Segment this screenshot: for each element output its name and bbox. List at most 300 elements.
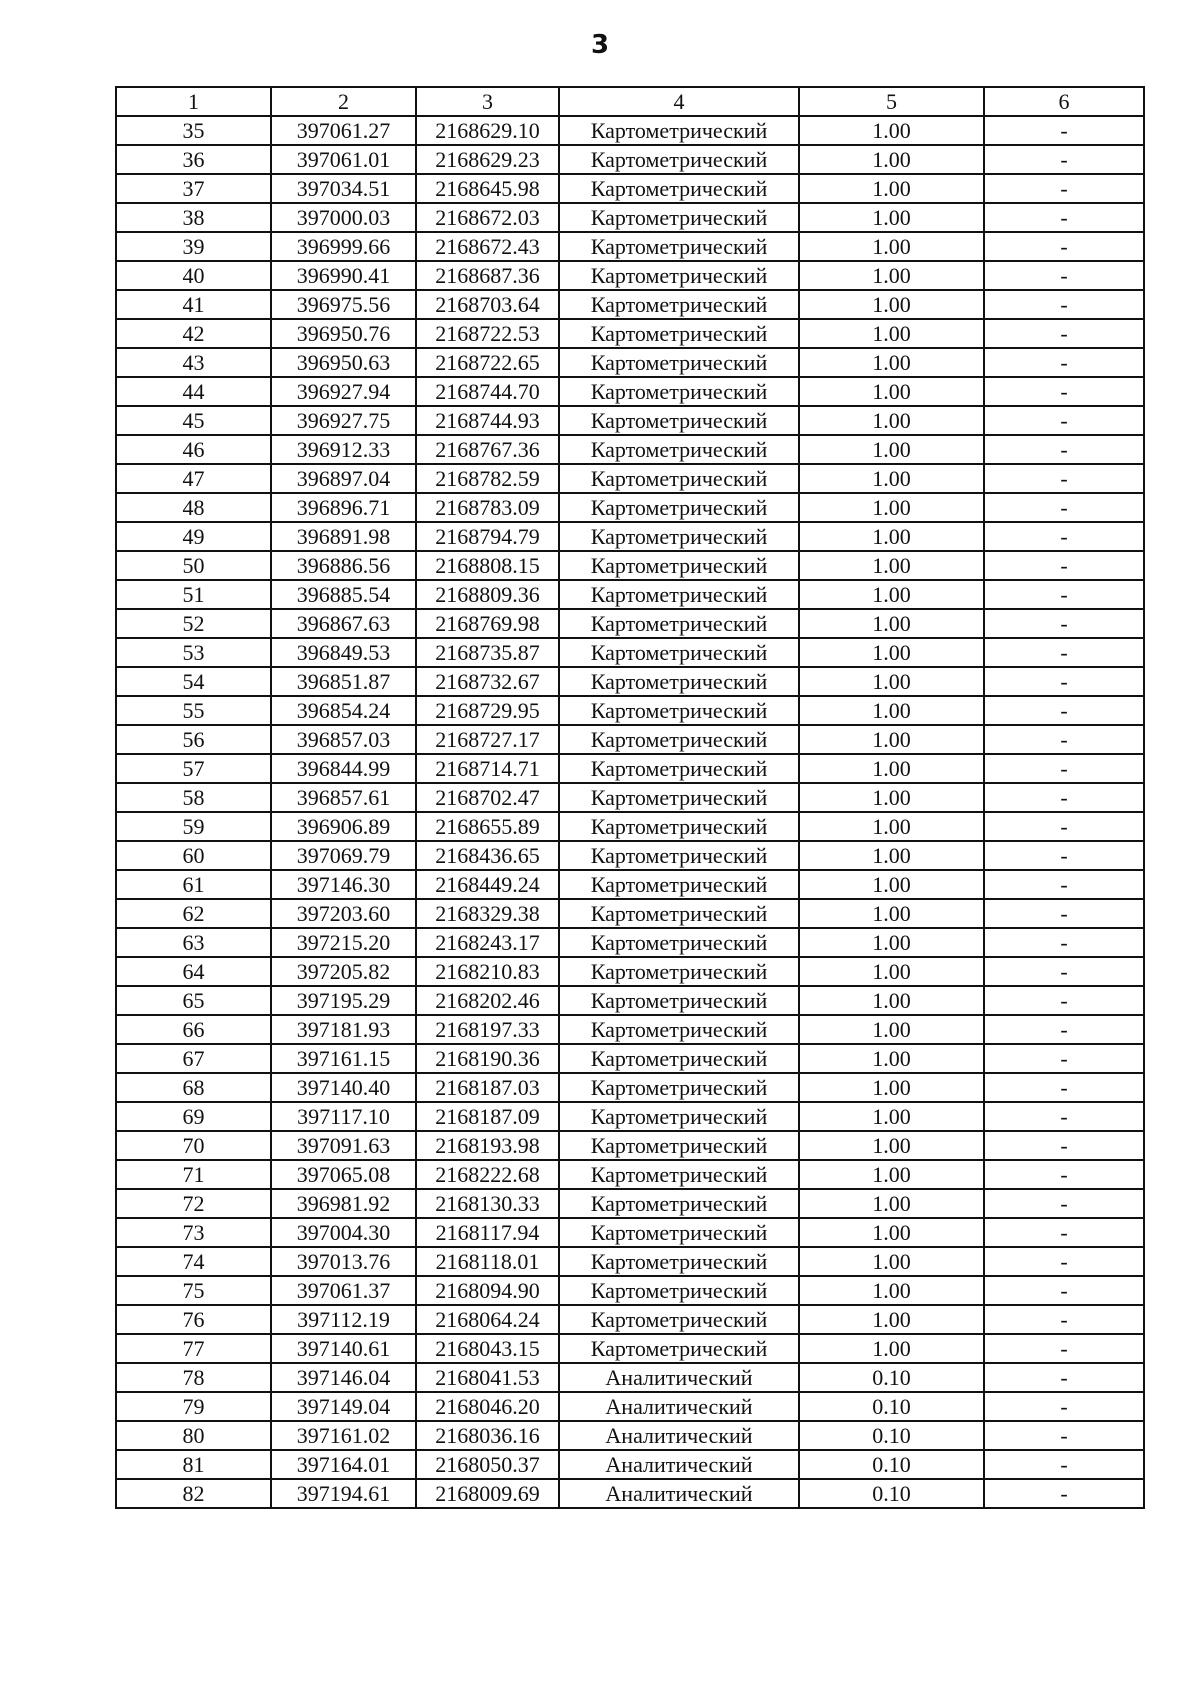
accuracy-cell: 1.00 xyxy=(799,1189,984,1218)
note-cell: - xyxy=(984,1392,1144,1421)
point-number-cell: 56 xyxy=(116,725,271,754)
accuracy-cell: 0.10 xyxy=(799,1421,984,1450)
y-coordinate-cell: 2168809.36 xyxy=(416,580,559,609)
note-cell: - xyxy=(984,406,1144,435)
method-cell: Картометрический xyxy=(559,116,799,145)
point-number-cell: 58 xyxy=(116,783,271,812)
note-cell: - xyxy=(984,145,1144,174)
table-row xyxy=(116,986,1144,1015)
x-coordinate-cell: 397000.03 xyxy=(271,203,416,232)
method-cell: Картометрический xyxy=(559,290,799,319)
y-coordinate-cell: 2168193.98 xyxy=(416,1131,559,1160)
table-row xyxy=(116,348,1144,377)
point-number-cell: 80 xyxy=(116,1421,271,1450)
accuracy-cell: 1.00 xyxy=(799,754,984,783)
note-cell: - xyxy=(984,1305,1144,1334)
accuracy-cell: 1.00 xyxy=(799,1102,984,1131)
y-coordinate-cell: 2168130.33 xyxy=(416,1189,559,1218)
note-cell: - xyxy=(984,1363,1144,1392)
x-coordinate-cell: 397065.08 xyxy=(271,1160,416,1189)
accuracy-cell: 1.00 xyxy=(799,1247,984,1276)
point-number-cell: 35 xyxy=(116,116,271,145)
method-cell: Картометрический xyxy=(559,1160,799,1189)
point-number-cell: 71 xyxy=(116,1160,271,1189)
point-number-cell: 72 xyxy=(116,1189,271,1218)
method-cell: Картометрический xyxy=(559,754,799,783)
method-cell: Картометрический xyxy=(559,464,799,493)
x-coordinate-cell: 396885.54 xyxy=(271,580,416,609)
y-coordinate-cell: 2168645.98 xyxy=(416,174,559,203)
point-number-cell: 66 xyxy=(116,1015,271,1044)
method-cell: Картометрический xyxy=(559,1276,799,1305)
point-number-cell: 73 xyxy=(116,1218,271,1247)
y-coordinate-cell: 2168187.09 xyxy=(416,1102,559,1131)
accuracy-cell: 1.00 xyxy=(799,957,984,986)
accuracy-cell: 1.00 xyxy=(799,1218,984,1247)
column-header: 6 xyxy=(984,87,1144,116)
point-number-cell: 38 xyxy=(116,203,271,232)
accuracy-cell: 1.00 xyxy=(799,493,984,522)
x-coordinate-cell: 396975.56 xyxy=(271,290,416,319)
table-row xyxy=(116,1392,1144,1421)
note-cell: - xyxy=(984,348,1144,377)
method-cell: Картометрический xyxy=(559,899,799,928)
table-row xyxy=(116,609,1144,638)
method-cell: Аналитический xyxy=(559,1363,799,1392)
table-row xyxy=(116,290,1144,319)
y-coordinate-cell: 2168808.15 xyxy=(416,551,559,580)
table-row xyxy=(116,812,1144,841)
coordinates-table xyxy=(115,86,1145,1509)
accuracy-cell: 1.00 xyxy=(799,348,984,377)
table-row xyxy=(116,1102,1144,1131)
x-coordinate-cell: 397195.29 xyxy=(271,986,416,1015)
note-cell: - xyxy=(984,551,1144,580)
point-number-cell: 46 xyxy=(116,435,271,464)
x-coordinate-cell: 396849.53 xyxy=(271,638,416,667)
accuracy-cell: 0.10 xyxy=(799,1392,984,1421)
note-cell: - xyxy=(984,638,1144,667)
note-cell: - xyxy=(984,1218,1144,1247)
y-coordinate-cell: 2168735.87 xyxy=(416,638,559,667)
accuracy-cell: 1.00 xyxy=(799,203,984,232)
table-row xyxy=(116,754,1144,783)
point-number-cell: 36 xyxy=(116,145,271,174)
method-cell: Картометрический xyxy=(559,580,799,609)
method-cell: Картометрический xyxy=(559,493,799,522)
table-row xyxy=(116,232,1144,261)
note-cell: - xyxy=(984,1015,1144,1044)
accuracy-cell: 1.00 xyxy=(799,464,984,493)
point-number-cell: 74 xyxy=(116,1247,271,1276)
point-number-cell: 47 xyxy=(116,464,271,493)
point-number-cell: 82 xyxy=(116,1479,271,1508)
column-header: 4 xyxy=(559,87,799,116)
point-number-cell: 41 xyxy=(116,290,271,319)
accuracy-cell: 1.00 xyxy=(799,232,984,261)
method-cell: Аналитический xyxy=(559,1421,799,1450)
accuracy-cell: 1.00 xyxy=(799,638,984,667)
y-coordinate-cell: 2168210.83 xyxy=(416,957,559,986)
note-cell: - xyxy=(984,957,1144,986)
table-row xyxy=(116,580,1144,609)
point-number-cell: 63 xyxy=(116,928,271,957)
note-cell: - xyxy=(984,493,1144,522)
note-cell: - xyxy=(984,377,1144,406)
point-number-cell: 39 xyxy=(116,232,271,261)
note-cell: - xyxy=(984,1102,1144,1131)
method-cell: Картометрический xyxy=(559,1334,799,1363)
x-coordinate-cell: 397164.01 xyxy=(271,1450,416,1479)
x-coordinate-cell: 397203.60 xyxy=(271,899,416,928)
method-cell: Картометрический xyxy=(559,841,799,870)
y-coordinate-cell: 2168064.24 xyxy=(416,1305,559,1334)
point-number-cell: 57 xyxy=(116,754,271,783)
method-cell: Картометрический xyxy=(559,696,799,725)
note-cell: - xyxy=(984,1160,1144,1189)
table-row xyxy=(116,783,1144,812)
x-coordinate-cell: 397061.37 xyxy=(271,1276,416,1305)
point-number-cell: 77 xyxy=(116,1334,271,1363)
note-cell: - xyxy=(984,290,1144,319)
table-row xyxy=(116,1044,1144,1073)
y-coordinate-cell: 2168187.03 xyxy=(416,1073,559,1102)
table-row xyxy=(116,1015,1144,1044)
x-coordinate-cell: 397146.30 xyxy=(271,870,416,899)
note-cell: - xyxy=(984,609,1144,638)
table-row xyxy=(116,1305,1144,1334)
method-cell: Картометрический xyxy=(559,203,799,232)
method-cell: Картометрический xyxy=(559,551,799,580)
note-cell: - xyxy=(984,116,1144,145)
table-row xyxy=(116,1479,1144,1508)
note-cell: - xyxy=(984,1276,1144,1305)
y-coordinate-cell: 2168744.70 xyxy=(416,377,559,406)
accuracy-cell: 0.10 xyxy=(799,1363,984,1392)
note-cell: - xyxy=(984,1450,1144,1479)
x-coordinate-cell: 397194.61 xyxy=(271,1479,416,1508)
method-cell: Картометрический xyxy=(559,609,799,638)
note-cell: - xyxy=(984,1334,1144,1363)
point-number-cell: 78 xyxy=(116,1363,271,1392)
point-number-cell: 75 xyxy=(116,1276,271,1305)
x-coordinate-cell: 396891.98 xyxy=(271,522,416,551)
y-coordinate-cell: 2168046.20 xyxy=(416,1392,559,1421)
table-row xyxy=(116,1276,1144,1305)
note-cell: - xyxy=(984,1073,1144,1102)
point-number-cell: 40 xyxy=(116,261,271,290)
table-row xyxy=(116,957,1144,986)
accuracy-cell: 1.00 xyxy=(799,1015,984,1044)
table-row xyxy=(116,319,1144,348)
y-coordinate-cell: 2168117.94 xyxy=(416,1218,559,1247)
y-coordinate-cell: 2168767.36 xyxy=(416,435,559,464)
point-number-cell: 64 xyxy=(116,957,271,986)
x-coordinate-cell: 397181.93 xyxy=(271,1015,416,1044)
table-row xyxy=(116,638,1144,667)
accuracy-cell: 1.00 xyxy=(799,725,984,754)
x-coordinate-cell: 396906.89 xyxy=(271,812,416,841)
x-coordinate-cell: 396950.63 xyxy=(271,348,416,377)
column-header: 5 xyxy=(799,87,984,116)
accuracy-cell: 0.10 xyxy=(799,1479,984,1508)
y-coordinate-cell: 2168009.69 xyxy=(416,1479,559,1508)
x-coordinate-cell: 396990.41 xyxy=(271,261,416,290)
note-cell: - xyxy=(984,928,1144,957)
x-coordinate-cell: 397061.27 xyxy=(271,116,416,145)
accuracy-cell: 1.00 xyxy=(799,551,984,580)
x-coordinate-cell: 396912.33 xyxy=(271,435,416,464)
point-number-cell: 69 xyxy=(116,1102,271,1131)
point-number-cell: 43 xyxy=(116,348,271,377)
point-number-cell: 70 xyxy=(116,1131,271,1160)
accuracy-cell: 1.00 xyxy=(799,609,984,638)
point-number-cell: 65 xyxy=(116,986,271,1015)
table-row xyxy=(116,145,1144,174)
point-number-cell: 45 xyxy=(116,406,271,435)
point-number-cell: 59 xyxy=(116,812,271,841)
method-cell: Картометрический xyxy=(559,522,799,551)
table-row xyxy=(116,464,1144,493)
y-coordinate-cell: 2168449.24 xyxy=(416,870,559,899)
table-row xyxy=(116,1421,1144,1450)
method-cell: Картометрический xyxy=(559,1073,799,1102)
x-coordinate-cell: 396844.99 xyxy=(271,754,416,783)
x-coordinate-cell: 397112.19 xyxy=(271,1305,416,1334)
method-cell: Картометрический xyxy=(559,1305,799,1334)
y-coordinate-cell: 2168041.53 xyxy=(416,1363,559,1392)
y-coordinate-cell: 2168729.95 xyxy=(416,696,559,725)
table-row xyxy=(116,1363,1144,1392)
method-cell: Аналитический xyxy=(559,1392,799,1421)
point-number-cell: 81 xyxy=(116,1450,271,1479)
y-coordinate-cell: 2168732.67 xyxy=(416,667,559,696)
point-number-cell: 37 xyxy=(116,174,271,203)
x-coordinate-cell: 397117.10 xyxy=(271,1102,416,1131)
note-cell: - xyxy=(984,696,1144,725)
accuracy-cell: 1.00 xyxy=(799,116,984,145)
x-coordinate-cell: 397146.04 xyxy=(271,1363,416,1392)
table-row xyxy=(116,1218,1144,1247)
x-coordinate-cell: 396927.75 xyxy=(271,406,416,435)
method-cell: Картометрический xyxy=(559,145,799,174)
x-coordinate-cell: 397205.82 xyxy=(271,957,416,986)
accuracy-cell: 1.00 xyxy=(799,435,984,464)
accuracy-cell: 1.00 xyxy=(799,1334,984,1363)
y-coordinate-cell: 2168629.10 xyxy=(416,116,559,145)
table-row xyxy=(116,174,1144,203)
accuracy-cell: 1.00 xyxy=(799,928,984,957)
method-cell: Картометрический xyxy=(559,348,799,377)
point-number-cell: 42 xyxy=(116,319,271,348)
table-row xyxy=(116,435,1144,464)
method-cell: Картометрический xyxy=(559,1044,799,1073)
y-coordinate-cell: 2168050.37 xyxy=(416,1450,559,1479)
point-number-cell: 53 xyxy=(116,638,271,667)
column-header: 1 xyxy=(116,87,271,116)
y-coordinate-cell: 2168197.33 xyxy=(416,1015,559,1044)
method-cell: Картометрический xyxy=(559,261,799,290)
accuracy-cell: 1.00 xyxy=(799,1305,984,1334)
x-coordinate-cell: 397091.63 xyxy=(271,1131,416,1160)
table-row xyxy=(116,116,1144,145)
table-row xyxy=(116,522,1144,551)
x-coordinate-cell: 397013.76 xyxy=(271,1247,416,1276)
table-row xyxy=(116,493,1144,522)
table-row xyxy=(116,928,1144,957)
accuracy-cell: 1.00 xyxy=(799,783,984,812)
accuracy-cell: 1.00 xyxy=(799,580,984,609)
note-cell: - xyxy=(984,580,1144,609)
note-cell: - xyxy=(984,1479,1144,1508)
point-number-cell: 60 xyxy=(116,841,271,870)
x-coordinate-cell: 396857.61 xyxy=(271,783,416,812)
note-cell: - xyxy=(984,232,1144,261)
accuracy-cell: 1.00 xyxy=(799,261,984,290)
x-coordinate-cell: 396999.66 xyxy=(271,232,416,261)
y-coordinate-cell: 2168782.59 xyxy=(416,464,559,493)
note-cell: - xyxy=(984,1044,1144,1073)
y-coordinate-cell: 2168094.90 xyxy=(416,1276,559,1305)
method-cell: Картометрический xyxy=(559,638,799,667)
accuracy-cell: 1.00 xyxy=(799,841,984,870)
table-row xyxy=(116,725,1144,754)
x-coordinate-cell: 397161.02 xyxy=(271,1421,416,1450)
note-cell: - xyxy=(984,1247,1144,1276)
accuracy-cell: 1.00 xyxy=(799,1160,984,1189)
y-coordinate-cell: 2168043.15 xyxy=(416,1334,559,1363)
method-cell: Картометрический xyxy=(559,667,799,696)
note-cell: - xyxy=(984,725,1144,754)
x-coordinate-cell: 396950.76 xyxy=(271,319,416,348)
table-row xyxy=(116,551,1144,580)
accuracy-cell: 1.00 xyxy=(799,870,984,899)
method-cell: Картометрический xyxy=(559,812,799,841)
note-cell: - xyxy=(984,522,1144,551)
x-coordinate-cell: 397140.40 xyxy=(271,1073,416,1102)
y-coordinate-cell: 2168714.71 xyxy=(416,754,559,783)
y-coordinate-cell: 2168672.03 xyxy=(416,203,559,232)
y-coordinate-cell: 2168190.36 xyxy=(416,1044,559,1073)
table-row xyxy=(116,1160,1144,1189)
x-coordinate-cell: 396896.71 xyxy=(271,493,416,522)
note-cell: - xyxy=(984,435,1144,464)
method-cell: Картометрический xyxy=(559,1189,799,1218)
point-number-cell: 55 xyxy=(116,696,271,725)
accuracy-cell: 1.00 xyxy=(799,899,984,928)
x-coordinate-cell: 396981.92 xyxy=(271,1189,416,1218)
y-coordinate-cell: 2168783.09 xyxy=(416,493,559,522)
point-number-cell: 49 xyxy=(116,522,271,551)
y-coordinate-cell: 2168727.17 xyxy=(416,725,559,754)
note-cell: - xyxy=(984,1189,1144,1218)
method-cell: Аналитический xyxy=(559,1479,799,1508)
method-cell: Картометрический xyxy=(559,377,799,406)
y-coordinate-cell: 2168769.98 xyxy=(416,609,559,638)
table-row xyxy=(116,203,1144,232)
y-coordinate-cell: 2168744.93 xyxy=(416,406,559,435)
y-coordinate-cell: 2168655.89 xyxy=(416,812,559,841)
accuracy-cell: 1.00 xyxy=(799,696,984,725)
note-cell: - xyxy=(984,754,1144,783)
x-coordinate-cell: 396851.87 xyxy=(271,667,416,696)
method-cell: Картометрический xyxy=(559,1131,799,1160)
point-number-cell: 54 xyxy=(116,667,271,696)
table-row xyxy=(116,261,1144,290)
y-coordinate-cell: 2168629.23 xyxy=(416,145,559,174)
point-number-cell: 67 xyxy=(116,1044,271,1073)
accuracy-cell: 1.00 xyxy=(799,174,984,203)
method-cell: Картометрический xyxy=(559,1015,799,1044)
table-row xyxy=(116,899,1144,928)
note-cell: - xyxy=(984,812,1144,841)
accuracy-cell: 1.00 xyxy=(799,319,984,348)
accuracy-cell: 1.00 xyxy=(799,522,984,551)
x-coordinate-cell: 396927.94 xyxy=(271,377,416,406)
accuracy-cell: 1.00 xyxy=(799,290,984,319)
table-row xyxy=(116,696,1144,725)
note-cell: - xyxy=(984,783,1144,812)
method-cell: Картометрический xyxy=(559,319,799,348)
accuracy-cell: 1.00 xyxy=(799,812,984,841)
point-number-cell: 76 xyxy=(116,1305,271,1334)
accuracy-cell: 1.00 xyxy=(799,986,984,1015)
table-row xyxy=(116,1073,1144,1102)
note-cell: - xyxy=(984,1421,1144,1450)
accuracy-cell: 1.00 xyxy=(799,145,984,174)
x-coordinate-cell: 396867.63 xyxy=(271,609,416,638)
table-header-row xyxy=(116,87,1144,116)
accuracy-cell: 1.00 xyxy=(799,1044,984,1073)
note-cell: - xyxy=(984,174,1144,203)
y-coordinate-cell: 2168243.17 xyxy=(416,928,559,957)
method-cell: Картометрический xyxy=(559,928,799,957)
y-coordinate-cell: 2168329.38 xyxy=(416,899,559,928)
table-row xyxy=(116,667,1144,696)
method-cell: Картометрический xyxy=(559,232,799,261)
y-coordinate-cell: 2168222.68 xyxy=(416,1160,559,1189)
accuracy-cell: 1.00 xyxy=(799,1073,984,1102)
page-number: 3 xyxy=(590,30,610,60)
method-cell: Картометрический xyxy=(559,783,799,812)
accuracy-cell: 1.00 xyxy=(799,1276,984,1305)
note-cell: - xyxy=(984,870,1144,899)
note-cell: - xyxy=(984,1131,1144,1160)
x-coordinate-cell: 397004.30 xyxy=(271,1218,416,1247)
note-cell: - xyxy=(984,667,1144,696)
x-coordinate-cell: 397161.15 xyxy=(271,1044,416,1073)
y-coordinate-cell: 2168722.65 xyxy=(416,348,559,377)
y-coordinate-cell: 2168036.16 xyxy=(416,1421,559,1450)
point-number-cell: 68 xyxy=(116,1073,271,1102)
method-cell: Картометрический xyxy=(559,1247,799,1276)
note-cell: - xyxy=(984,319,1144,348)
method-cell: Аналитический xyxy=(559,1450,799,1479)
point-number-cell: 61 xyxy=(116,870,271,899)
table-row xyxy=(116,1450,1144,1479)
table-body xyxy=(116,116,1144,1508)
table-row xyxy=(116,870,1144,899)
y-coordinate-cell: 2168202.46 xyxy=(416,986,559,1015)
method-cell: Картометрический xyxy=(559,986,799,1015)
table-row xyxy=(116,406,1144,435)
method-cell: Картометрический xyxy=(559,435,799,464)
note-cell: - xyxy=(984,899,1144,928)
table-row xyxy=(116,841,1144,870)
x-coordinate-cell: 397215.20 xyxy=(271,928,416,957)
y-coordinate-cell: 2168722.53 xyxy=(416,319,559,348)
x-coordinate-cell: 397061.01 xyxy=(271,145,416,174)
